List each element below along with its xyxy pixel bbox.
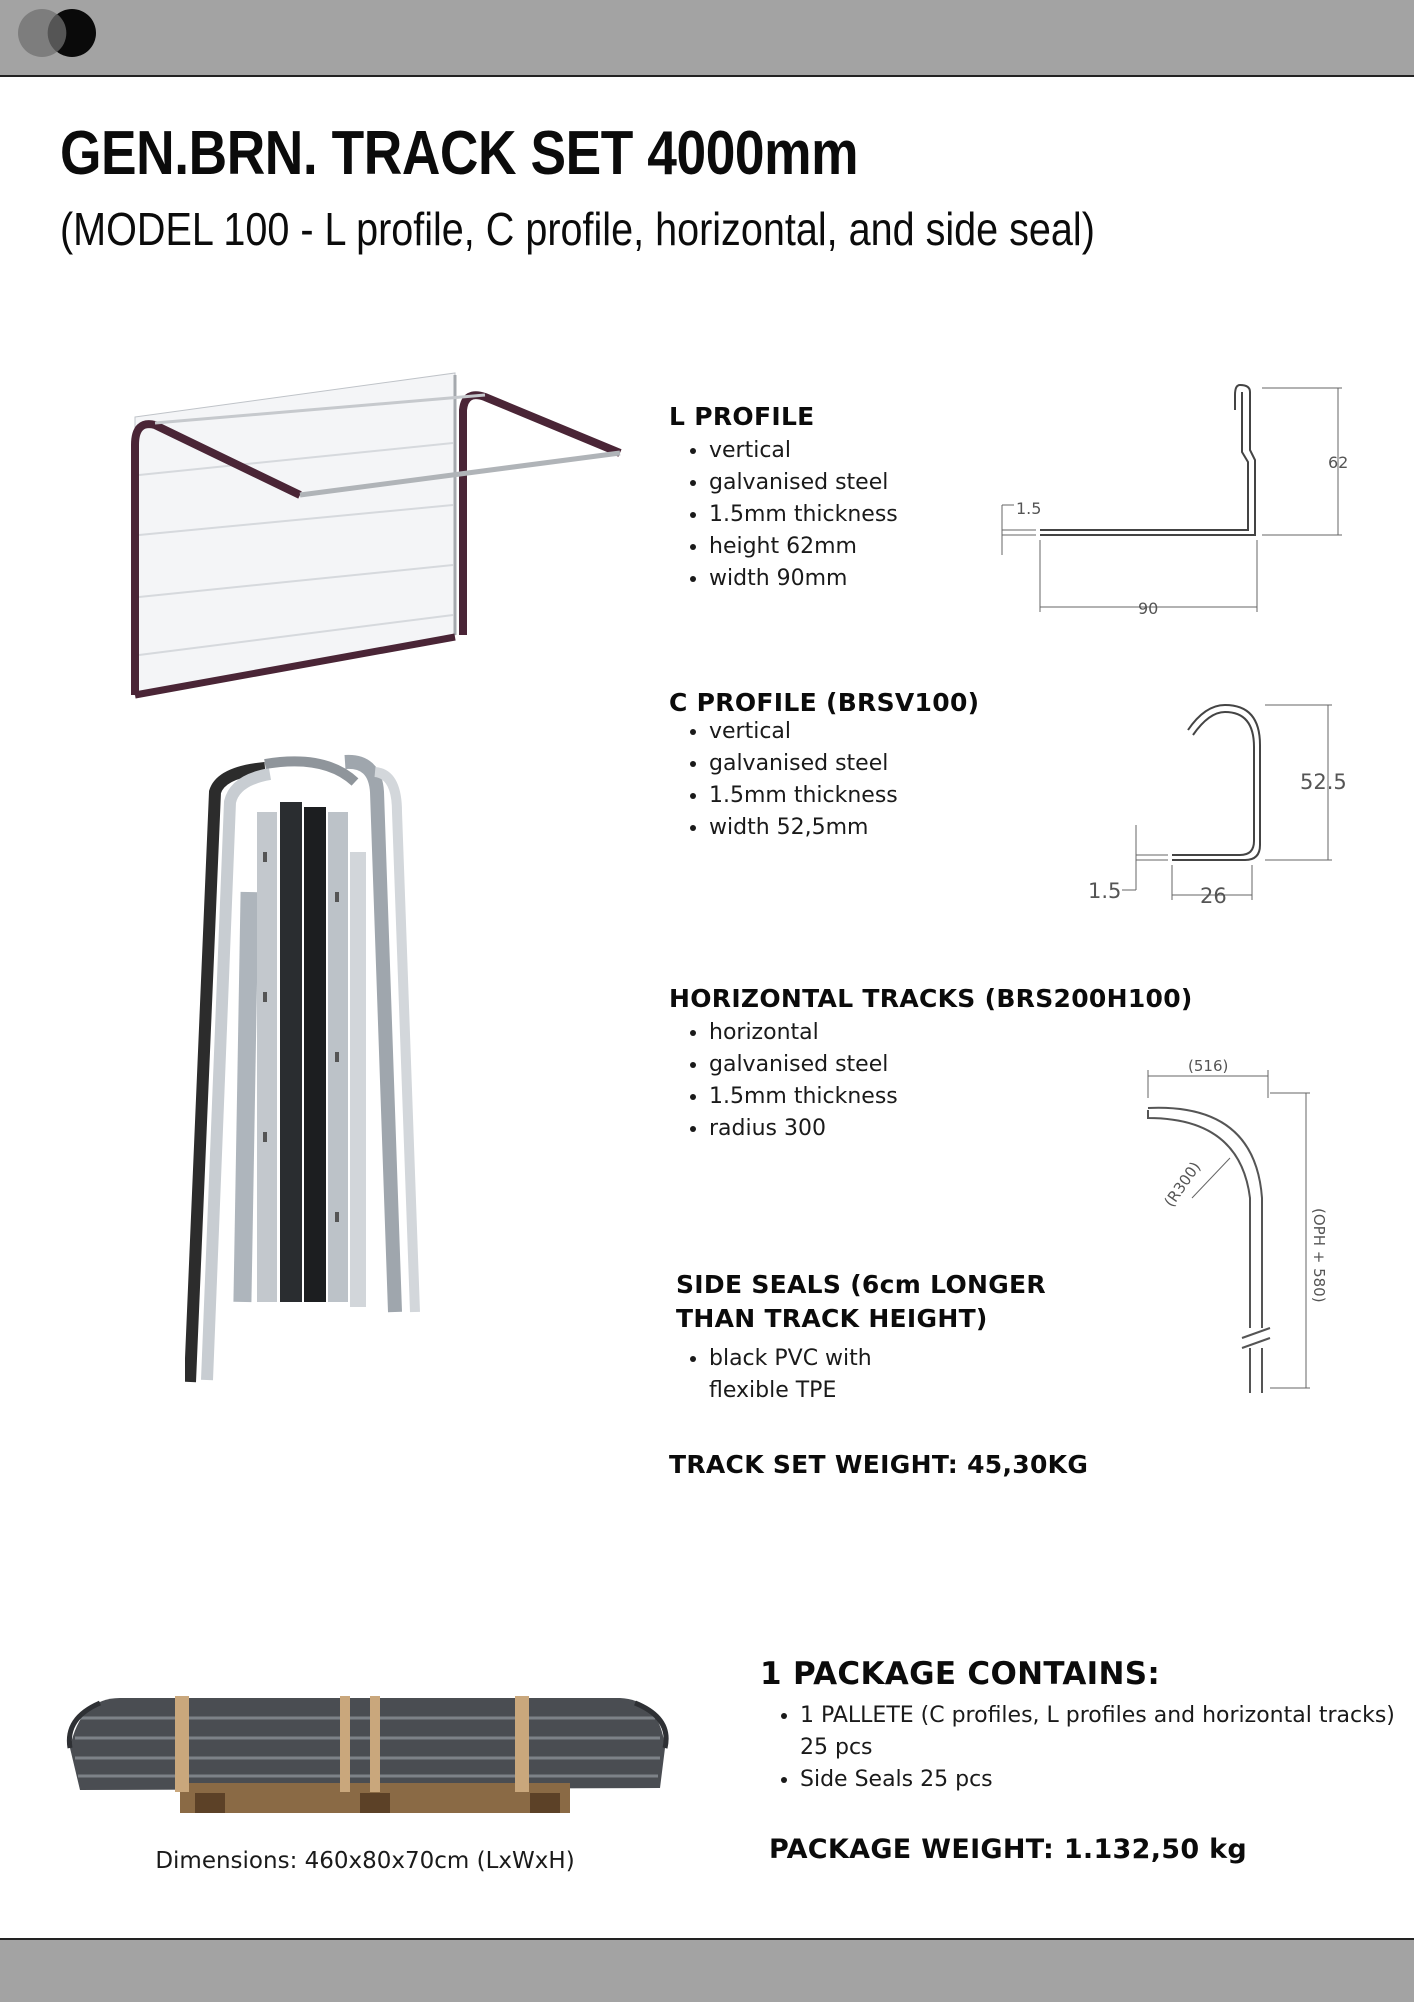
horizontal-track-height-label: (OPH + 580) — [1310, 1208, 1328, 1303]
package-weight: PACKAGE WEIGHT: 1.132,50 kg — [769, 1834, 1248, 1865]
list-item: • 1.5mm thickness — [709, 780, 898, 812]
c-profile-drawing — [1080, 695, 1370, 915]
list-item: • Side Seals 25 pcs — [800, 1764, 1414, 1796]
list-item: • horizontal — [709, 1017, 898, 1049]
side-seals-heading: SIDE SEALS (6cm LONGER THAN TRACK HEIGHT) — [676, 1270, 1046, 1333]
l-profile-thickness-label: 1.5 — [1016, 499, 1042, 518]
garage-door-image — [125, 365, 625, 705]
package-list — [760, 1700, 1414, 1796]
header-bar — [0, 0, 1414, 77]
side-seals-list — [669, 1343, 929, 1407]
package-heading: 1 PACKAGE CONTAINS: — [760, 1656, 1161, 1692]
list-item: • width 52,5mm — [709, 812, 898, 844]
two-overlapping-circles-logo-icon — [18, 7, 102, 61]
list-item: • width 90mm — [709, 563, 898, 595]
track-profiles-image — [185, 752, 465, 1392]
c-profile-width-label: 26 — [1200, 884, 1227, 908]
horizontal-track-radius-label: (R300) — [1160, 1158, 1205, 1211]
c-profile-thickness-label: 1.5 — [1088, 879, 1122, 903]
list-item: • 1.5mm thickness — [709, 499, 898, 531]
l-profile-list — [669, 435, 898, 595]
horizontal-track-drawing — [1130, 1048, 1370, 1400]
c-profile-height-label: 52.5 — [1300, 770, 1347, 794]
list-item: • height 62mm — [709, 531, 898, 563]
l-profile-drawing — [990, 380, 1370, 620]
c-profile-list — [669, 716, 898, 844]
l-profile-heading: L PROFILE — [669, 402, 815, 431]
list-item: • galvanised steel — [709, 467, 898, 499]
list-item: • radius 300 — [709, 1113, 898, 1145]
page-title: GEN.BRN. TRACK SET 4000mm — [60, 119, 859, 188]
l-profile-width-label: 90 — [1138, 599, 1159, 618]
horizontal-tracks-heading: HORIZONTAL TRACKS (BRS200H100) — [669, 984, 1193, 1013]
c-profile-heading: C PROFILE (BRSV100) — [669, 688, 980, 717]
list-item: • black PVC with flexible TPE — [709, 1343, 929, 1407]
list-item: • galvanised steel — [709, 1049, 898, 1081]
list-item: • galvanised steel — [709, 748, 898, 780]
list-item: • vertical — [709, 716, 898, 748]
package-dimensions: Dimensions: 460x80x70cm (LxWxH) — [155, 1848, 575, 1874]
page-subtitle: (MODEL 100 - L profile, C profile, horizontal, and side seal) — [60, 203, 1095, 255]
pallet-package-image — [60, 1688, 670, 1828]
horizontal-track-top-label: (516) — [1188, 1057, 1229, 1075]
l-profile-height-label: 62 — [1328, 453, 1349, 472]
track-set-weight: TRACK SET WEIGHT: 45,30KG — [669, 1450, 1089, 1479]
list-item: • 1 PALLETE (C profiles, L profiles and horizontal tracks) 25 pcs — [800, 1700, 1414, 1764]
footer-bar — [0, 1938, 1414, 2002]
list-item: • vertical — [709, 435, 898, 467]
horizontal-tracks-list — [669, 1017, 898, 1145]
list-item: • 1.5mm thickness — [709, 1081, 898, 1113]
